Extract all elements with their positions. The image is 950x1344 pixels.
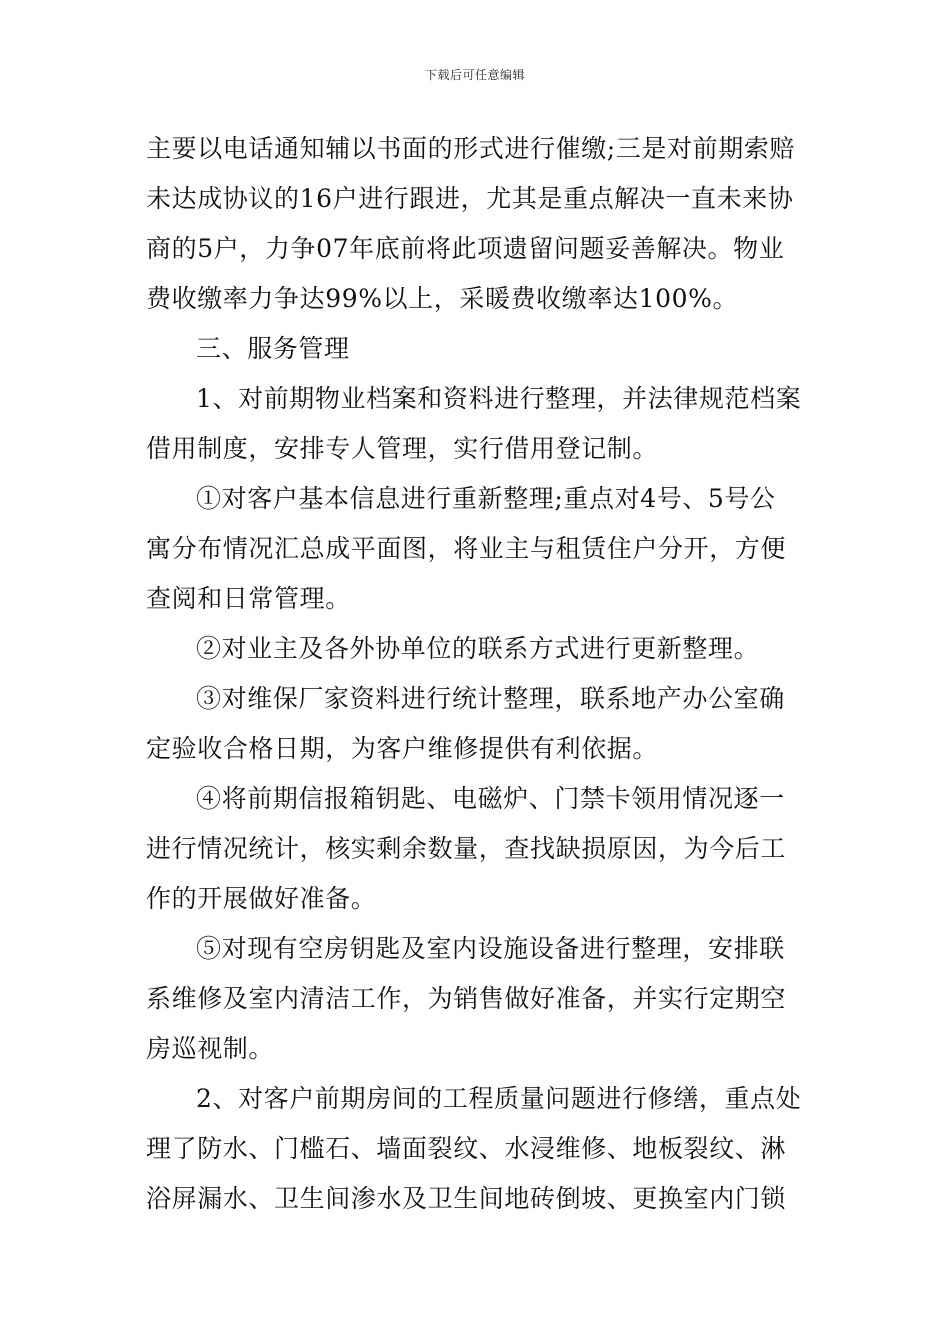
body-line: 未达成协议的16户进行跟进，尤其是重点解决一直未来协 — [146, 184, 794, 213]
body-line: 房巡视制。 — [146, 1034, 275, 1063]
body-line: 定验收合格日期，为客户维修提供有利依据。 — [146, 734, 659, 763]
body-line: 进行情况统计，核实剩余数量，查找缺损原因，为今后工 — [146, 834, 787, 863]
body-line: ③对维保厂家资料进行统计整理，联系地产办公室确 — [196, 684, 785, 713]
body-line: 主要以电话通知辅以书面的形式进行催缴;三是对前期索赔 — [146, 134, 796, 163]
body-line: 查阅和日常管理。 — [146, 584, 351, 613]
body-line: ④将前期信报箱钥匙、电磁炉、门禁卡领用情况逐一 — [196, 784, 785, 813]
body-line: 浴屏漏水、卫生间渗水及卫生间地砖倒坡、更换室内门锁 — [146, 1184, 787, 1213]
body-line: 作的开展做好准备。 — [146, 884, 377, 913]
body-line: ⑤对现有空房钥匙及室内设施设备进行整理，安排联 — [196, 934, 785, 963]
section-heading: 三、服务管理 — [196, 334, 350, 363]
body-line: 费收缴率力争达99%以上，采暖费收缴率达100%。 — [146, 284, 739, 313]
body-line: ②对业主及各外协单位的联系方式进行更新整理。 — [196, 634, 760, 663]
body-line: 系维修及室内清洁工作，为销售做好准备，并实行定期空 — [146, 984, 787, 1013]
body-line: 2、对客户前期房间的工程质量问题进行修缮，重点处 — [196, 1084, 802, 1113]
document-body — [146, 124, 808, 1224]
body-line: 商的5户，力争07年底前将此项遗留问题妥善解决。物业 — [146, 234, 785, 263]
body-line: ①对客户基本信息进行重新整理;重点对4号、5号公 — [196, 484, 776, 513]
page-header: 下载后可任意编辑 — [424, 68, 525, 82]
body-line: 借用制度，安排专人管理，实行借用登记制。 — [146, 434, 659, 463]
body-line: 1、对前期物业档案和资料进行整理，并法律规范档案 — [196, 384, 802, 413]
body-line: 理了防水、门槛石、墙面裂纹、水浸维修、地板裂纹、淋 — [146, 1134, 787, 1163]
body-line: 寓分布情况汇总成平面图，将业主与租赁住户分开，方便 — [146, 534, 787, 563]
